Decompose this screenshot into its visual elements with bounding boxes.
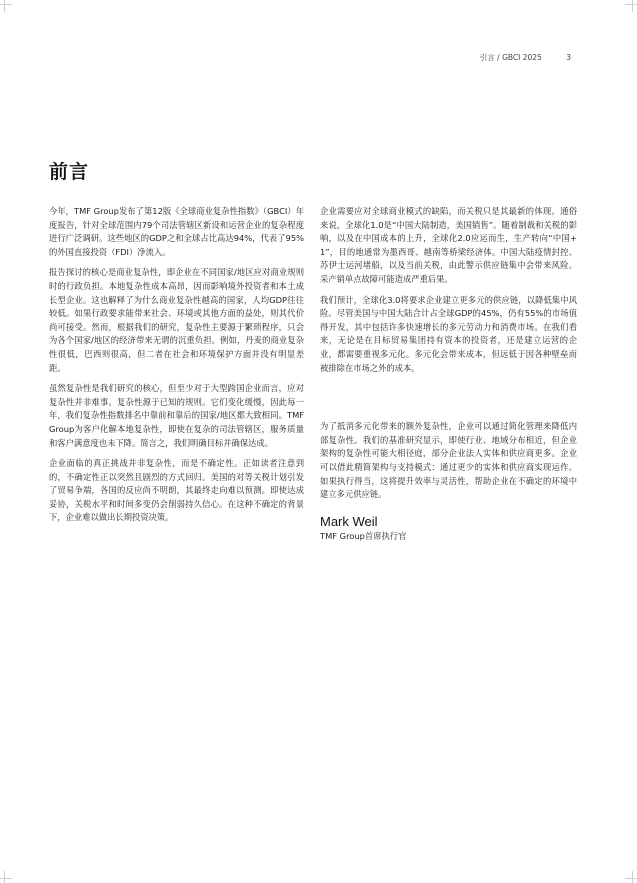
header-label: 引言 / GBCI 2025 [479,53,542,62]
spacer [320,382,577,420]
running-header [480,52,571,63]
crop-mark [632,0,633,12]
paragraph: 企业需要应对全球商业模式的缺陷，而关税只是其最新的体现。通俗来说，全球化1.0是“中国大陆制造，美国销售”。随着制裁和关税的影响，以及在中国成本的上升，全球化2.0应运而生，生产转向“中国+1”，目的地通常为墨西哥、越南等桥梁经济体。中国大陆疫情封控、苏伊士运河堵船，以及当前关税，由此警示供应链集中会带来风险。采产销单点故障可能造成严重后果。 [320,206,577,284]
crop-mark [0,878,12,879]
crop-mark [0,4,12,5]
signature-name: Mark Weil [320,513,378,529]
page-number: 3 [566,53,571,62]
right-column [320,205,577,542]
paragraph: 我们预计，全球化3.0将要求企业建立更多元的供应链，以降低集中风险。尽管美国与中国大陆合计占全球GDP的45%，仍有55%的市场值得开发，其中包括许多快速增长的多元劳动力和消费市场。在我们看来，无论是在目标贸易集团持有资本的投资者，还是建立运营的企业，都需要重视多元化。多元化会带来成本，但远低于因各种壁垒而被排除在市场之外的成本。 [320,294,577,373]
paragraph: 为了抵消多元化带来的额外复杂性，企业可以通过简化管理来降低内部复杂性。我们的基准研究显示，即使行业、地域分布相近，但企业架构的复杂性可能大相径庭，部分企业法人实体和供应商更多。企业可以借此精简架构与支持模式：通过更少的实体和供应商实现运作。如果执行得当，这将提升效率与灵活性，帮助企业在不确定的环境中建立多元供应链。 [320,421,577,500]
signature-title: TMF Group首席执行官 [320,530,407,541]
crop-mark [632,871,633,883]
crop-mark [625,4,637,5]
paragraph: 企业面临的真正挑战并非复杂性，而是不确定性。正如读者注意到的，不确定性正以突然且剧烈的方式回归。美国的对等关税计划引发了贸易争端，各国的反应尚不明朗，其最终走向难以预测。即使达成妥协，关税水平和时间多变仍会削弱持久信心。在这种不确定的背景下，企业难以做出长期投资决策。 [49,458,304,523]
paragraph: 今年，TMF Group发布了第12版《全球商业复杂性指数》（GBCI）年度报告，针对全球范围内79个司法管辖区新设和运营企业的复杂程度进行广泛调研。这些地区的GDP之和全球占比高达94%，代表了95%的外国直接投资（FDI）净流入。 [49,206,304,257]
crop-mark [625,878,637,879]
paragraph: 报告探讨的核心是商业复杂性，即企业在不同国家/地区应对商业规则时的行政负担。本地复杂性成本高昂，因而影响境外投资者和本土成长型企业。这也解释了为什么商业复杂性越高的国家，人均GDP往往较低。如果行政要求能带来社会、环境或其他方面的益处，则其代价尚可接受。然而，根据我们的研究，复杂性主要源于繁琐程序，只会为各个国家/地区的经济带来无谓的沉重负担。例如，丹麦的商业复杂性很低，巴西则很高，但二者在社会和环境保护方面并没有明显差距。 [49,267,304,373]
crop-mark [4,0,5,12]
crop-mark [4,871,5,883]
paragraph: 虽然复杂性是我们研究的核心，但至少对于大型跨国企业而言，应对复杂性并非难事。复杂性源于已知的规则。它们变化缓慢，因此每一年，我们复杂性指数排名中靠前和靠后的国家/地区都大致相同。TMF Group为客户化解本地复杂性，即使在复杂的司法管辖区，服务质量和客户满意度也未下降。简言之，我们明确目标并确保达成。 [49,383,304,448]
page-title: 前言 [49,161,90,183]
left-column [49,205,304,532]
